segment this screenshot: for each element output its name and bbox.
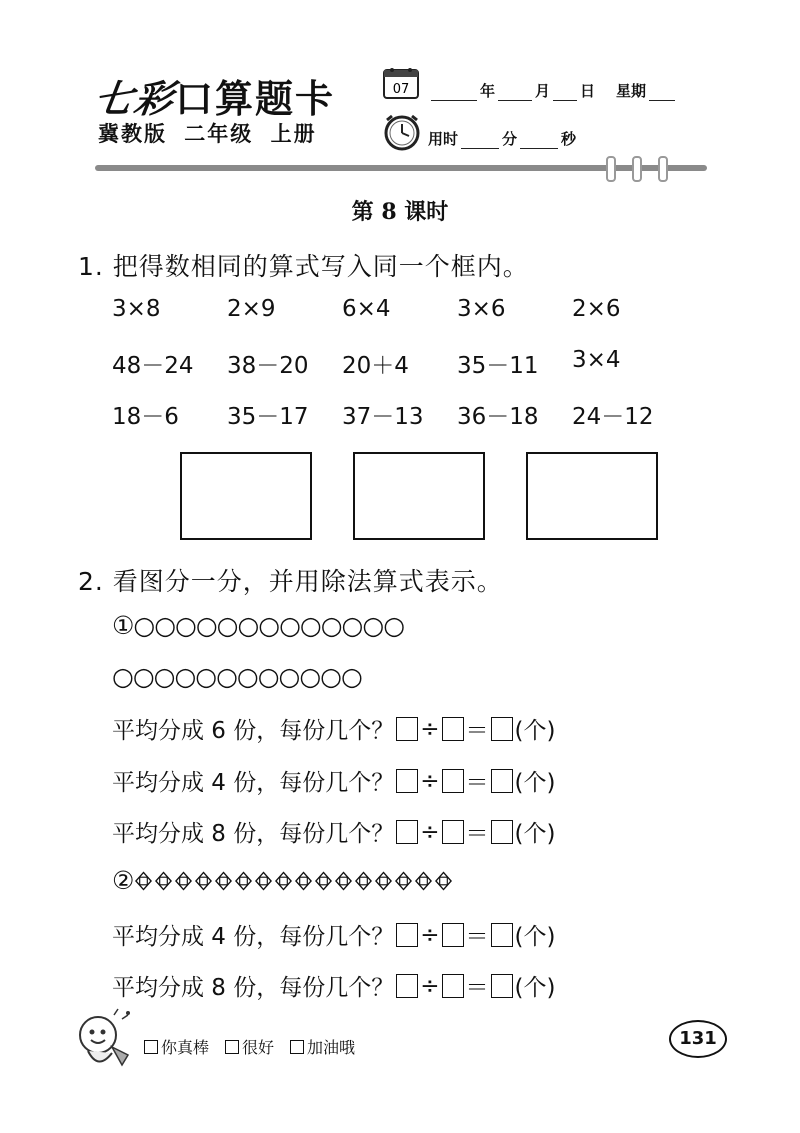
year-label: 年	[480, 82, 496, 100]
binder-ring	[606, 156, 616, 182]
unit-label: (个)	[514, 821, 556, 847]
expression: 3×6	[457, 296, 506, 322]
blank-box[interactable]	[442, 974, 464, 998]
expression: 2×6	[572, 296, 621, 322]
rating-label: 很好	[242, 1038, 275, 1057]
edition-label: 冀教版 二年级 上册	[98, 122, 317, 146]
expression: 24－12	[572, 404, 654, 430]
division-task	[112, 764, 556, 797]
divide-sign: ÷	[420, 715, 440, 742]
binder-ring	[632, 156, 642, 182]
expression: 6×4	[342, 296, 391, 322]
task-text: 平均分成 6 份，每份几个？	[112, 718, 395, 744]
division-task	[112, 918, 556, 951]
division-task	[112, 969, 556, 1002]
diamond-shape	[194, 870, 213, 892]
task-text: 平均分成 4 份，每份几个？	[112, 924, 395, 950]
diamond-shape	[314, 870, 333, 892]
expression: 18－6	[112, 404, 179, 430]
blank-box[interactable]	[442, 717, 464, 741]
calendar-icon	[382, 66, 420, 100]
divide-sign: ÷	[420, 921, 440, 948]
expression: 3×4	[572, 347, 621, 373]
blank-box[interactable]	[442, 923, 464, 947]
blank-box[interactable]	[442, 820, 464, 844]
expression-row-3	[112, 398, 687, 431]
question-1-prompt: 1. 把得数相同的算式写入同一个框内。	[78, 252, 529, 281]
divide-sign: ÷	[420, 767, 440, 794]
unit-label: (个)	[514, 924, 556, 950]
part-2-marker: ②	[112, 866, 135, 895]
diamond-row	[112, 866, 454, 895]
lesson-title: 第 8 课时	[351, 199, 449, 225]
expression: 2×9	[227, 296, 276, 322]
task-text: 平均分成 8 份，每份几个？	[112, 821, 395, 847]
diamond-shape	[274, 870, 293, 892]
clock-icon	[382, 112, 422, 152]
date-fill-line	[428, 80, 678, 101]
question-2-prompt: 2. 看图分一分，并用除法算式表示。	[78, 567, 503, 596]
time-fill-line	[428, 128, 576, 149]
diamond-shape	[154, 870, 173, 892]
expression: 35－11	[457, 353, 539, 379]
diamond-shape	[394, 870, 413, 892]
diamond-shape	[334, 870, 353, 892]
blank-box[interactable]	[491, 820, 513, 844]
part-1-marker: ①	[112, 611, 134, 640]
equals-sign: ＝	[465, 975, 489, 1001]
expression-row-2	[112, 347, 687, 380]
unit-label: (个)	[514, 718, 556, 744]
brand-title	[91, 68, 336, 123]
blank-box[interactable]	[396, 974, 418, 998]
brand-part1: 七彩	[91, 77, 178, 121]
circle-group: ○○○○○○○○○○○○○	[133, 611, 405, 640]
rating-option[interactable]	[225, 1035, 274, 1058]
minute-label: 分	[502, 130, 518, 148]
time-used-label: 用时	[428, 130, 459, 148]
rating-option[interactable]	[144, 1035, 209, 1058]
rating-checkbox[interactable]	[290, 1040, 304, 1054]
division-task	[112, 712, 556, 745]
expression: 20＋4	[342, 353, 409, 379]
binder-ring	[658, 156, 668, 182]
rating-label: 你真棒	[161, 1038, 210, 1057]
self-rating	[144, 1035, 371, 1058]
expression-row-1	[112, 296, 687, 322]
blank-box[interactable]	[491, 769, 513, 793]
diamond-shape	[174, 870, 193, 892]
diamond-shape	[254, 870, 273, 892]
blank-box[interactable]	[396, 923, 418, 947]
blank-box[interactable]	[442, 769, 464, 793]
diamond-shape	[134, 870, 153, 892]
diamond-shape	[414, 870, 433, 892]
diamond-shape	[294, 870, 313, 892]
page-number: 131	[669, 1020, 727, 1058]
expression: 38－20	[227, 353, 309, 379]
day-label: 日	[580, 82, 596, 100]
diamond-shape	[434, 870, 453, 892]
equals-sign: ＝	[465, 770, 489, 796]
second-label: 秒	[561, 130, 577, 148]
task-text: 平均分成 4 份，每份几个？	[112, 770, 395, 796]
month-label: 月	[535, 82, 551, 100]
rating-option[interactable]	[290, 1035, 355, 1058]
mascot-icon	[70, 1005, 136, 1075]
expression: 35－17	[227, 404, 309, 430]
rating-checkbox[interactable]	[144, 1040, 158, 1054]
blank-box[interactable]	[491, 974, 513, 998]
divide-sign: ÷	[420, 818, 440, 845]
unit-label: (个)	[514, 975, 556, 1001]
answer-box-3[interactable]	[526, 452, 658, 540]
diamond-shape	[234, 870, 253, 892]
equals-sign: ＝	[465, 718, 489, 744]
circle-row-1	[112, 611, 404, 640]
divide-sign: ÷	[420, 972, 440, 999]
diamond-shape	[214, 870, 233, 892]
rating-label: 加油哦	[307, 1038, 356, 1057]
expression: 37－13	[342, 404, 424, 430]
division-task	[112, 815, 556, 848]
answer-box-2[interactable]	[353, 452, 485, 540]
blank-box[interactable]	[396, 769, 418, 793]
expression: 48－24	[112, 353, 194, 379]
weekday-label: 星期	[615, 82, 646, 100]
blank-box[interactable]	[491, 717, 513, 741]
expression: 36－18	[457, 404, 539, 430]
expression: 3×8	[112, 296, 161, 322]
diamond-shape	[354, 870, 373, 892]
brand-part2: 口算题卡	[175, 77, 336, 121]
circle-row-2	[112, 662, 362, 691]
equals-sign: ＝	[465, 924, 489, 950]
blank-box[interactable]	[491, 923, 513, 947]
equals-sign: ＝	[465, 821, 489, 847]
unit-label: (个)	[514, 770, 556, 796]
diamond-shape	[374, 870, 393, 892]
rating-checkbox[interactable]	[225, 1040, 239, 1054]
calendar-icon-text: 07	[392, 82, 410, 97]
blank-box[interactable]	[396, 717, 418, 741]
blank-box[interactable]	[396, 820, 418, 844]
circle-group: ○○○○○○○○○○○○	[112, 662, 362, 691]
task-text: 平均分成 8 份，每份几个？	[112, 975, 395, 1001]
answer-box-1[interactable]	[180, 452, 312, 540]
